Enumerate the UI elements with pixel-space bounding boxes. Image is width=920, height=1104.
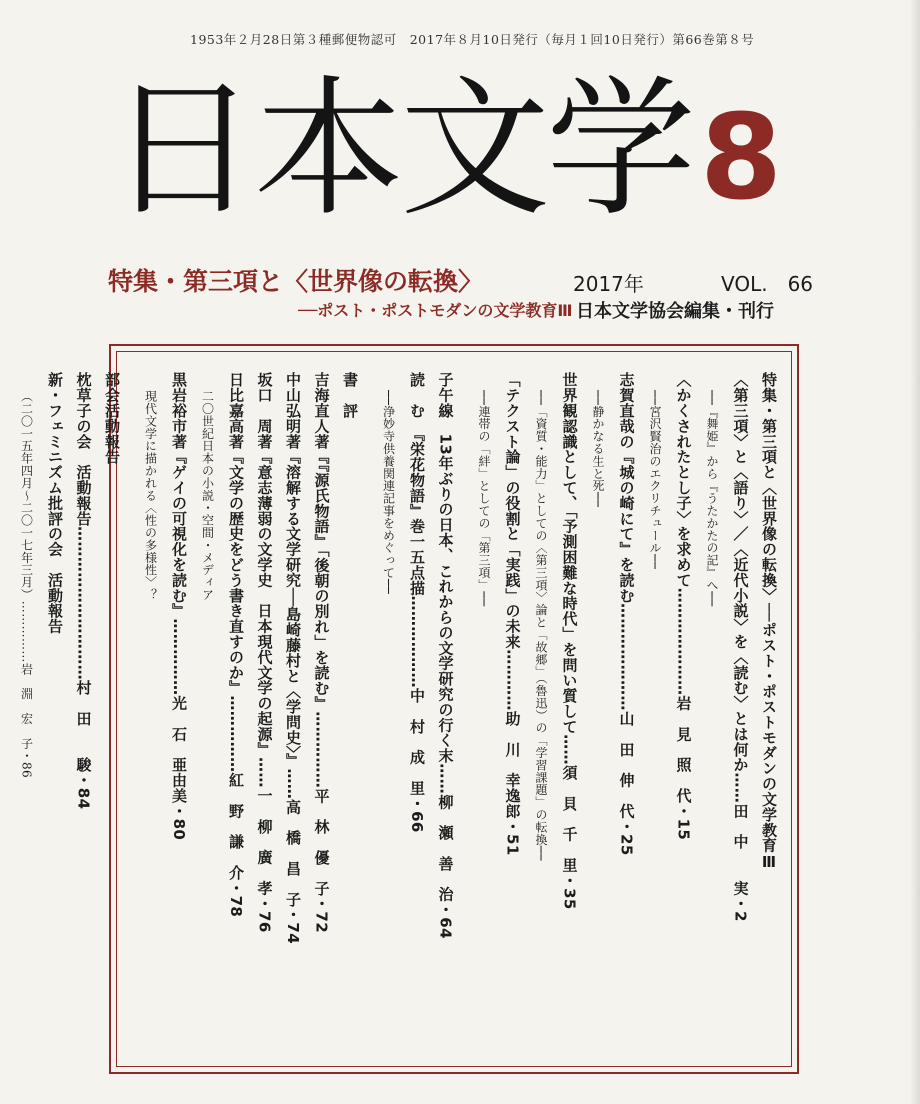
toc-entry: 日比嘉高著『文学の歴史をどう書き直すのか』……………紅 野 謙 介・78 [227,372,245,918]
toc-entry: 吉海直人著『『源氏物語』「後朝の別れ」を読む』……………平 林 優 子・72 [312,372,331,934]
toc-entry: 子午線 13年ぶりの日本、これからの文学研究の行く末……柳 瀬 善 治・64 [436,372,455,939]
toc-entry: 「テクスト論」の役割と「実践」の未来…………助 川 幸逸郎・51 [503,372,522,856]
toc-section-heading: 書 評 [341,372,359,419]
toc-entry: 読 む 『栄花物語』巻一五点描………………中 村 成 里・66 [408,372,426,833]
toc-entry-subtitle: 現代文学に描かれる〈性の多様性〉？ [143,390,158,601]
toc-entry-subtitle: （二〇一五年四月～二〇一七年三月）……………岩 淵 宏 子・86 [19,390,34,779]
toc-feature-heading: 特集・第三項と〈世界像の転換〉──ポスト・ポストモダンの文学教育Ⅲ [760,372,778,872]
publisher: 日本文学協会編集・刊行 [576,301,774,322]
postal-registration: 1953年２月28日第３種郵便物認可 2017年８月10日発行（毎月１回10日発行）第66巻第８号 [190,32,755,47]
magazine-title: 日本文学 [108,63,693,237]
feature-subtitle: ──ポスト・ポストモダンの文学教育Ⅲ [298,301,573,320]
year-volume [573,268,813,297]
toc-entry-subtitle: 二〇世紀日本の小説・空間・メディア [200,390,215,601]
toc-entry-subtitle: ──『舞姫』から『うたかたの記』へ── [705,390,719,607]
toc-section-heading: 部会活動報告 [103,372,121,465]
toc-entry: 志賀直哉の『城の崎にて』を読む…………………山 田 伸 代・25 [617,372,636,856]
table-of-contents [19,344,799,1074]
scan-edge-shadow [910,0,920,1104]
toc-entry: 坂口 周著『意志薄弱の文学史 日本現代文学の起源』……一 柳 廣 孝・76 [255,372,274,933]
feature-title: 特集・第三項と〈世界像の転換〉 [108,267,484,296]
year: 2017年 [573,272,644,296]
toc-entry: 世界観認識として、「予測困難な時代」を問い質して……須 貝 千 里・35 [560,372,579,910]
toc-entry: 〈第三項〉と〈語り〉／〈近代小説〉を〈読む〉とは何か……田 中 実・2 [731,372,750,922]
issue-number: 8 [700,88,783,226]
toc-entry: 〈かくされたとし子〉を求めて…………………岩 見 照 代・15 [674,372,693,841]
toc-entry-subtitle: ──「資質・能力」としての〈第三項〉論と「故郷」（魯迅）の「学習課題」の転換── [534,390,548,861]
toc-entry [0,372,2,1058]
volume: VOL. 66 [721,272,814,296]
toc-entry-subtitle: ──浄妙寺供養関連記事をめぐって── [381,390,396,595]
toc-body [19,372,783,1058]
toc-entry: 新・フェミニズム批評の会 活動報告 [46,372,64,634]
toc-entry: 黒岩裕市著『ゲイの可視化を読む』……………光 石 亜由美・80 [170,372,188,841]
toc-entry-subtitle: ──静かなる生と死── [591,390,605,508]
toc-entry-subtitle: ──宮沢賢治のエクリチュール── [648,390,662,570]
toc-entry: 中山弘明著『溶解する文学研究──島崎藤村と〈学問史〉』……高 橋 昌 子・74 [284,372,302,945]
toc-entry: 枕草子の会 活動報告…………………………村 田 駿・84 [74,372,93,810]
toc-entry-subtitle: ──連帯の「絆」としての「第三項」── [477,390,491,607]
